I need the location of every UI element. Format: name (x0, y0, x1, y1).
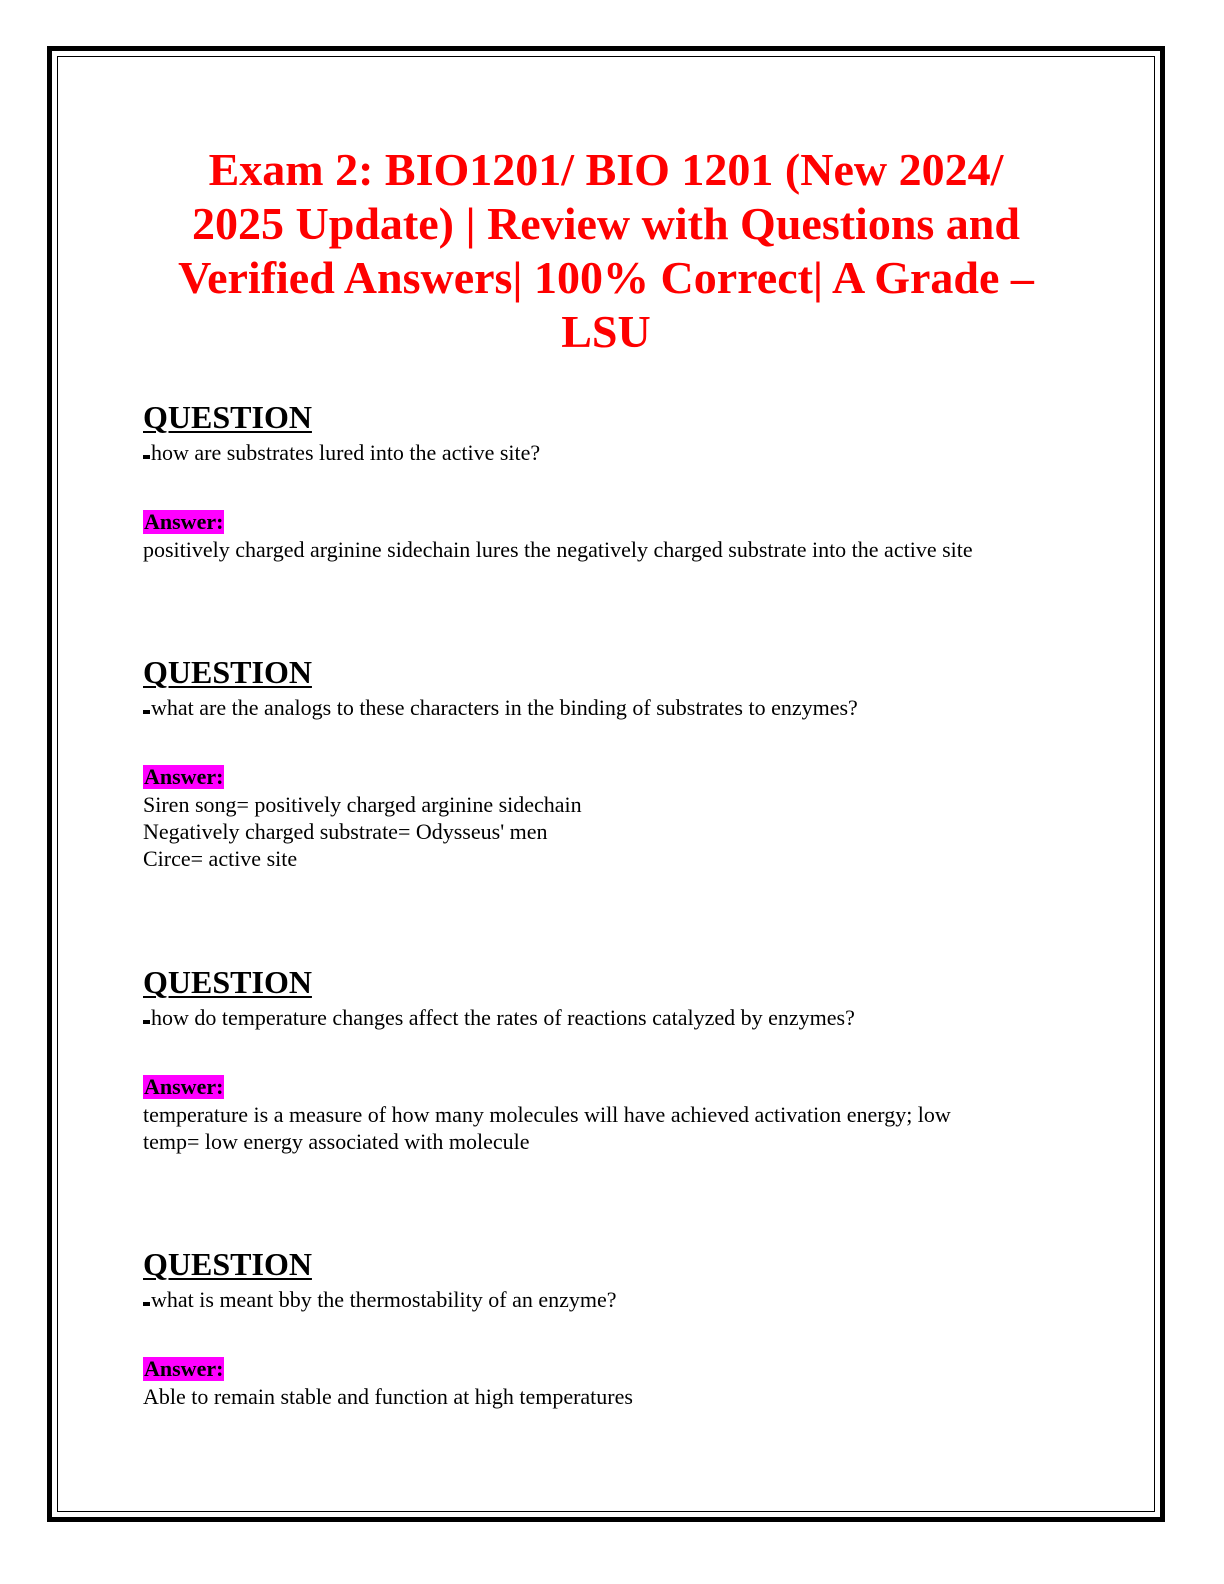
answer-text (143, 536, 1103, 563)
title-line: 2025 Update) | Review with Questions and (192, 198, 1020, 249)
question-heading: QUESTION (143, 654, 312, 690)
question-marker (143, 1020, 150, 1024)
answer-text (143, 1101, 1103, 1155)
answer-line: Siren song= positively charged arginine sidechain (143, 792, 582, 817)
question-heading: QUESTION (143, 1246, 312, 1282)
question-text-value: how do temperature changes affect the rates of reactions catalyzed by enzymes? (151, 1005, 855, 1030)
question-text (143, 1286, 1103, 1313)
answer-section (143, 1075, 1103, 1155)
qa-block (143, 1248, 1103, 1410)
question-text-value: what is meant bby the thermostability of an enzyme? (151, 1287, 617, 1312)
answer-line: temperature is a measure of how many molecules will have achieved activation energy; low (143, 1102, 951, 1127)
answer-label: Answer: (144, 1074, 224, 1099)
question-marker (143, 710, 150, 714)
question-text (143, 439, 1103, 466)
qa-block (143, 401, 1103, 563)
answer-line: positively charged arginine sidechain lures the negatively charged substrate into the active site (143, 537, 973, 562)
answer-text (143, 791, 1103, 872)
title-line: LSU (561, 306, 651, 357)
answer-line: Able to remain stable and function at high temperatures (143, 1384, 633, 1409)
answer-line: temp= low energy associated with molecule (143, 1129, 530, 1154)
qa-block (143, 966, 1103, 1155)
answer-label: Answer: (144, 509, 224, 534)
question-heading: QUESTION (143, 399, 312, 435)
title-line: Exam 2: BIO1201/ BIO 1201 (New 2024/ (208, 144, 1004, 195)
document-title (150, 143, 1062, 359)
question-marker (143, 455, 150, 459)
answer-section (143, 510, 1103, 563)
question-text-value: what are the analogs to these characters in the binding of substrates to enzymes? (151, 695, 858, 720)
answer-line: Negatively charged substrate= Odysseus' men (143, 819, 548, 844)
answer-section (143, 765, 1103, 872)
question-text (143, 1004, 1103, 1031)
answer-label: Answer: (144, 764, 224, 789)
question-heading: QUESTION (143, 964, 312, 1000)
answer-text (143, 1383, 1103, 1410)
qa-block (143, 656, 1103, 872)
answer-section (143, 1357, 1103, 1410)
title-line: Verified Answers| 100% Correct| A Grade – (178, 252, 1034, 303)
question-text (143, 694, 1103, 721)
answer-line: Circe= active site (143, 846, 298, 871)
question-marker (143, 1302, 150, 1306)
answer-label: Answer: (144, 1356, 224, 1381)
question-text-value: how are substrates lured into the active site? (151, 440, 541, 465)
